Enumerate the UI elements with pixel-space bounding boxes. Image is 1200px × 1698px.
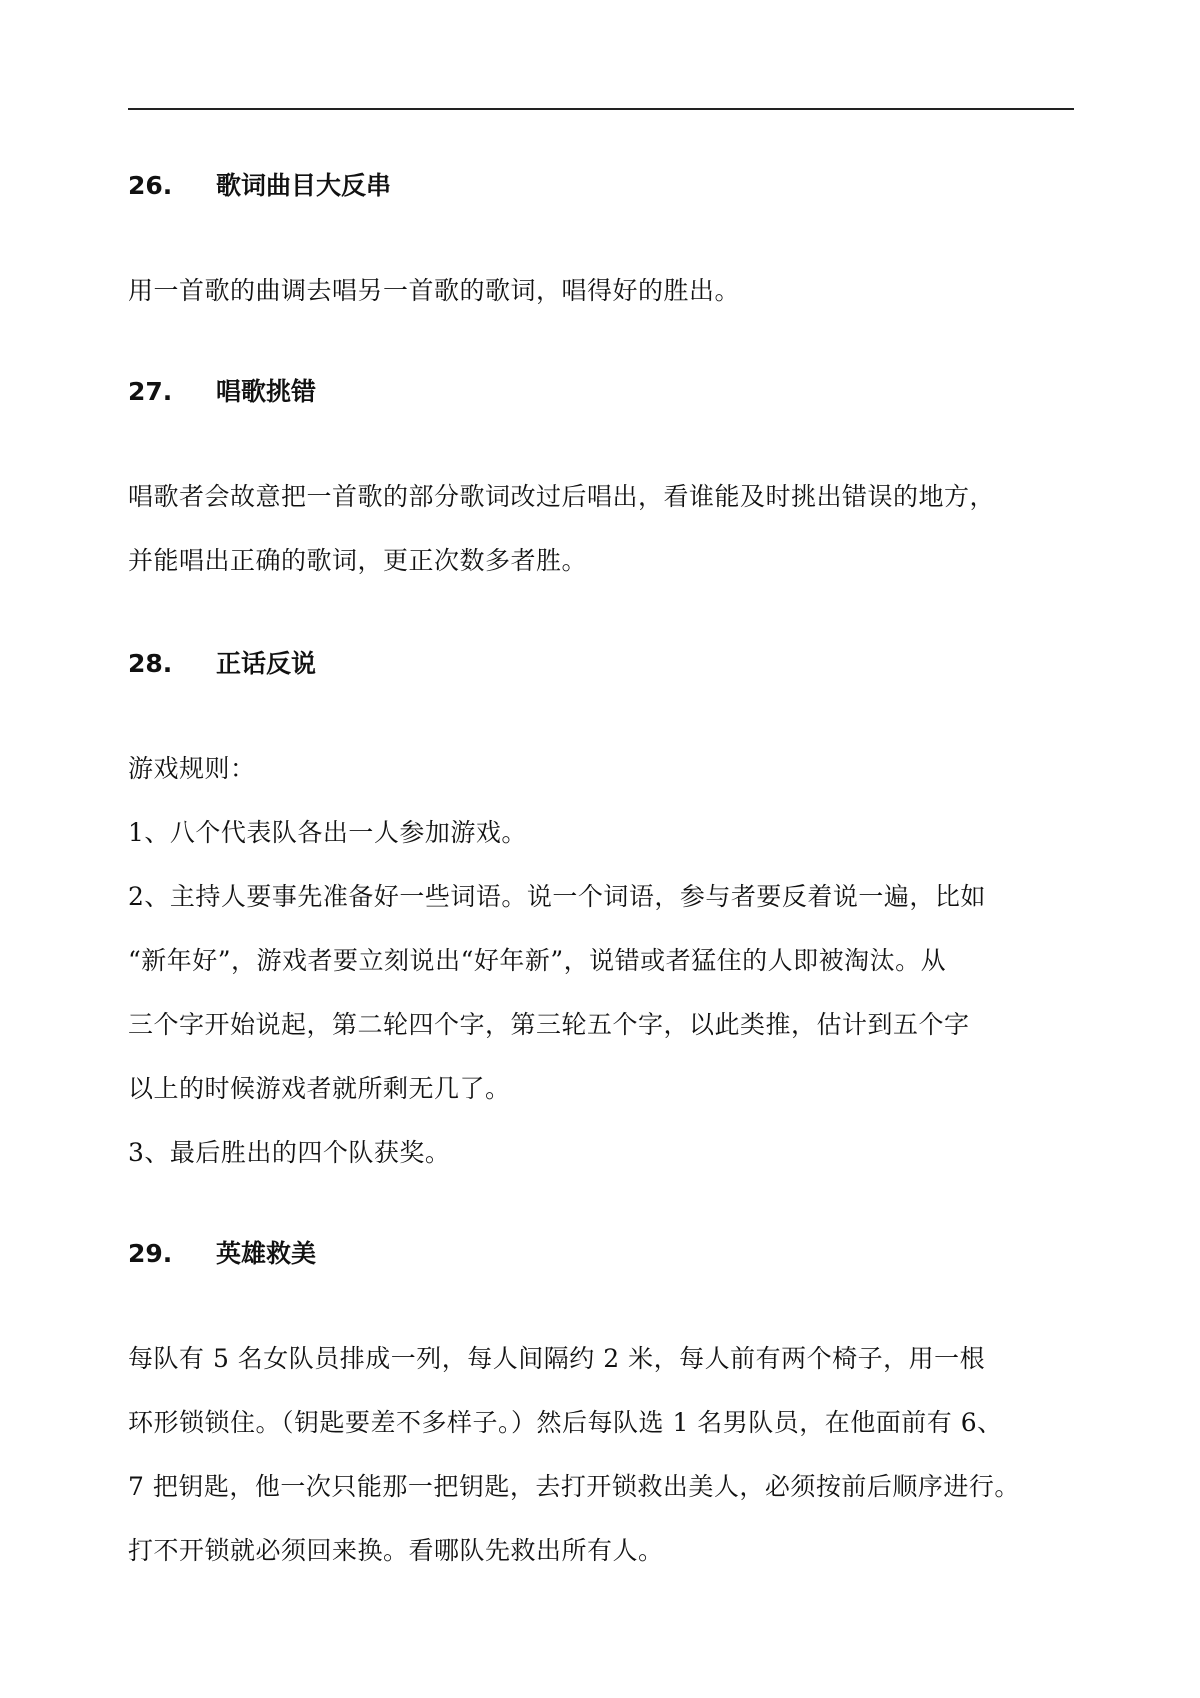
section-number: 27. (128, 377, 173, 406)
paragraph-line: “新年好”，游戏者要立刻说出“好年新”，说错或者猛住的人即被淘汰。从 (128, 946, 947, 975)
paragraph-line: 唱歌者会故意把一首歌的部分歌词改过后唱出，看谁能及时挑出错误的地方， (128, 482, 996, 511)
section-heading-28 (128, 648, 316, 680)
paragraph-line: 7 把钥匙，他一次只能那一把钥匙，去打开锁救出美人，必须按前后顺序进行。 (128, 1472, 1020, 1501)
paragraph-line: 用一首歌的曲调去唱另一首歌的歌词，唱得好的胜出。 (128, 276, 741, 305)
list-item: 2、主持人要事先准备好一些词语。说一个词语，参与者要反着说一遍，比如 (128, 882, 986, 911)
section-number: 26. (128, 171, 173, 200)
section-title: 正话反说 (216, 649, 317, 678)
header-rule (128, 108, 1074, 110)
section-title: 英雄救美 (216, 1239, 317, 1268)
section-heading-26 (128, 170, 391, 202)
list-item: 1、八个代表队各出一人参加游戏。 (128, 818, 527, 847)
section-title: 歌词曲目大反串 (216, 171, 392, 200)
paragraph-line: 游戏规则： (128, 754, 256, 783)
paragraph-line: 环形锁锁住。（钥匙要差不多样子。）然后每队选 1 名男队员，在他面前有 6、 (128, 1408, 1003, 1437)
paragraph-line: 打不开锁就必须回来换。看哪队先救出所有人。 (128, 1536, 664, 1565)
paragraph-line: 每队有 5 名女队员排成一列，每人间隔约 2 米，每人前有两个椅子，用一根 (128, 1344, 986, 1373)
section-number: 29. (128, 1239, 173, 1268)
section-number: 28. (128, 649, 173, 678)
paragraph-line: 并能唱出正确的歌词，更正次数多者胜。 (128, 546, 588, 575)
section-heading-29 (128, 1238, 316, 1270)
paragraph-line: 以上的时候游戏者就所剩无几了。 (128, 1074, 511, 1103)
section-title: 唱歌挑错 (216, 377, 317, 406)
paragraph-line: 三个字开始说起，第二轮四个字，第三轮五个字，以此类推，估计到五个字 (128, 1010, 970, 1039)
section-heading-27 (128, 376, 316, 408)
list-item: 3、最后胜出的四个队获奖。 (128, 1138, 451, 1167)
